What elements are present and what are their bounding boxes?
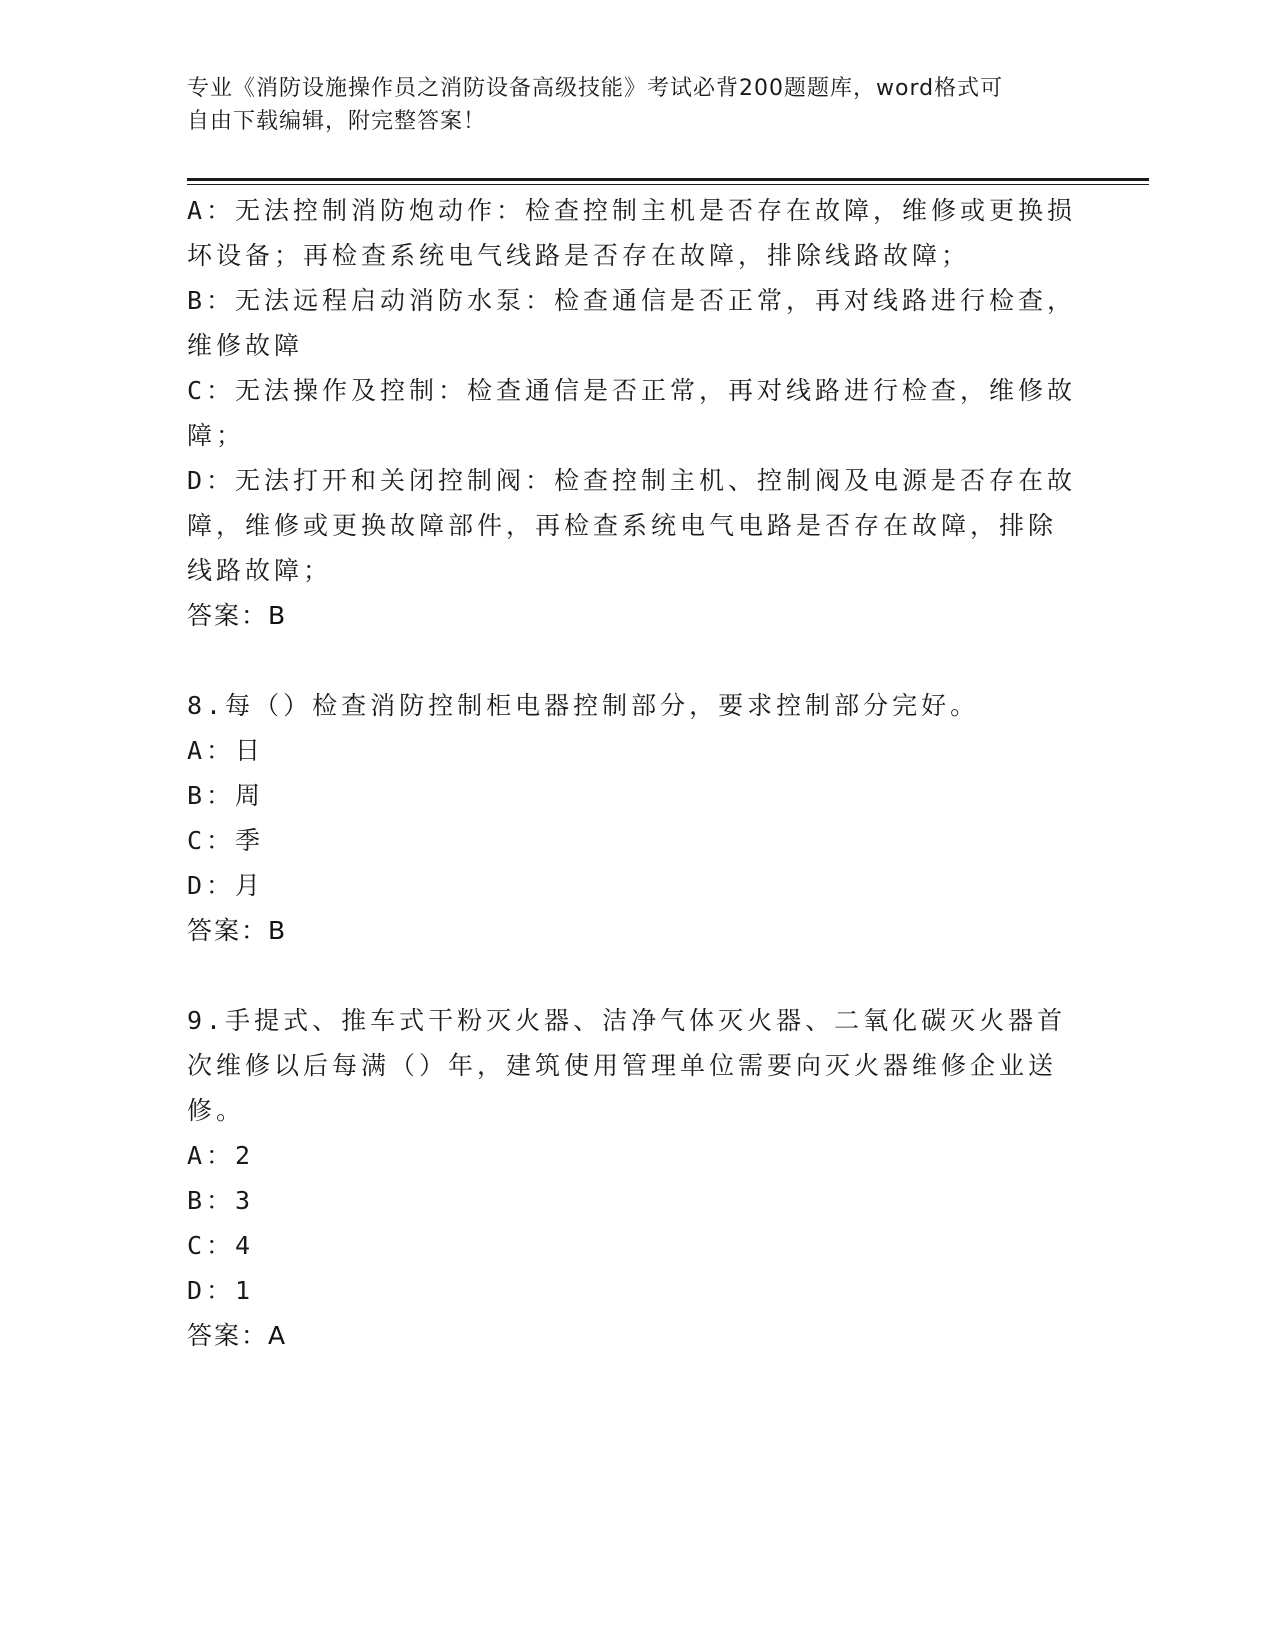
question-9-stem-line-1: 9.手提式、推车式干粉灭火器、洁净气体灭火器、二氧化碳灭火器首 — [187, 1006, 1067, 1035]
option-d-line-1: D：无法打开和关闭控制阀：检查控制主机、控制阀及电源是否存在故 — [187, 466, 1077, 495]
option-b: B：周 — [187, 781, 265, 810]
spacer — [187, 953, 1067, 998]
question-9-stem-line-2: 次维修以后每满（）年，建筑使用管理单位需要向灭火器维修企业送 — [187, 1051, 1058, 1080]
option-a: A：日 — [187, 736, 265, 765]
question-8 — [187, 683, 1067, 953]
question-9 — [187, 998, 1067, 1358]
question-8-answer: 答案：B — [187, 916, 288, 945]
option-c: C：季 — [187, 826, 265, 855]
option-c-line-1: C：无法操作及控制：检查通信是否正常，再对线路进行检查，维修故 — [187, 376, 1077, 405]
option-a: A：2 — [187, 1141, 255, 1170]
question-content — [187, 188, 1077, 1358]
option-c: C：4 — [187, 1231, 255, 1260]
option-b: B：3 — [187, 1186, 255, 1215]
option-d-line-2: 障，维修或更换故障部件，再检查系统电气电路是否存在故障，排除 — [187, 511, 1058, 540]
document-header — [187, 72, 1067, 138]
option-a-line-2: 坏设备；再检查系统电气线路是否存在故障，排除线路故障； — [187, 241, 971, 270]
question-7-answer: 答案：B — [187, 601, 288, 630]
header-line-2: 自由下载编辑，附完整答案！ — [187, 109, 487, 134]
option-d: D：1 — [187, 1276, 255, 1305]
option-d: D：月 — [187, 871, 265, 900]
question-7-options — [187, 188, 1077, 638]
option-c-line-2: 障； — [187, 421, 246, 450]
header-divider-thin — [187, 184, 1149, 185]
question-9-answer: 答案：A — [187, 1321, 288, 1350]
question-9-stem-line-3: 修。 — [187, 1096, 246, 1125]
option-b-line-2: 维修故障 — [187, 331, 304, 360]
option-a-line-1: A：无法控制消防炮动作：检查控制主机是否存在故障，维修或更换损 — [187, 196, 1077, 225]
question-8-stem: 8.每（）检查消防控制柜电器控制部分，要求控制部分完好。 — [187, 691, 980, 720]
header-divider-thick — [187, 178, 1149, 181]
spacer — [187, 638, 1067, 683]
header-line-1: 专业《消防设施操作员之消防设备高级技能》考试必背200题题库，word格式可 — [187, 76, 1004, 101]
option-b-line-1: B：无法远程启动消防水泵：检查通信是否正常，再对线路进行检查， — [187, 286, 1077, 315]
option-d-line-3: 线路故障； — [187, 556, 333, 585]
